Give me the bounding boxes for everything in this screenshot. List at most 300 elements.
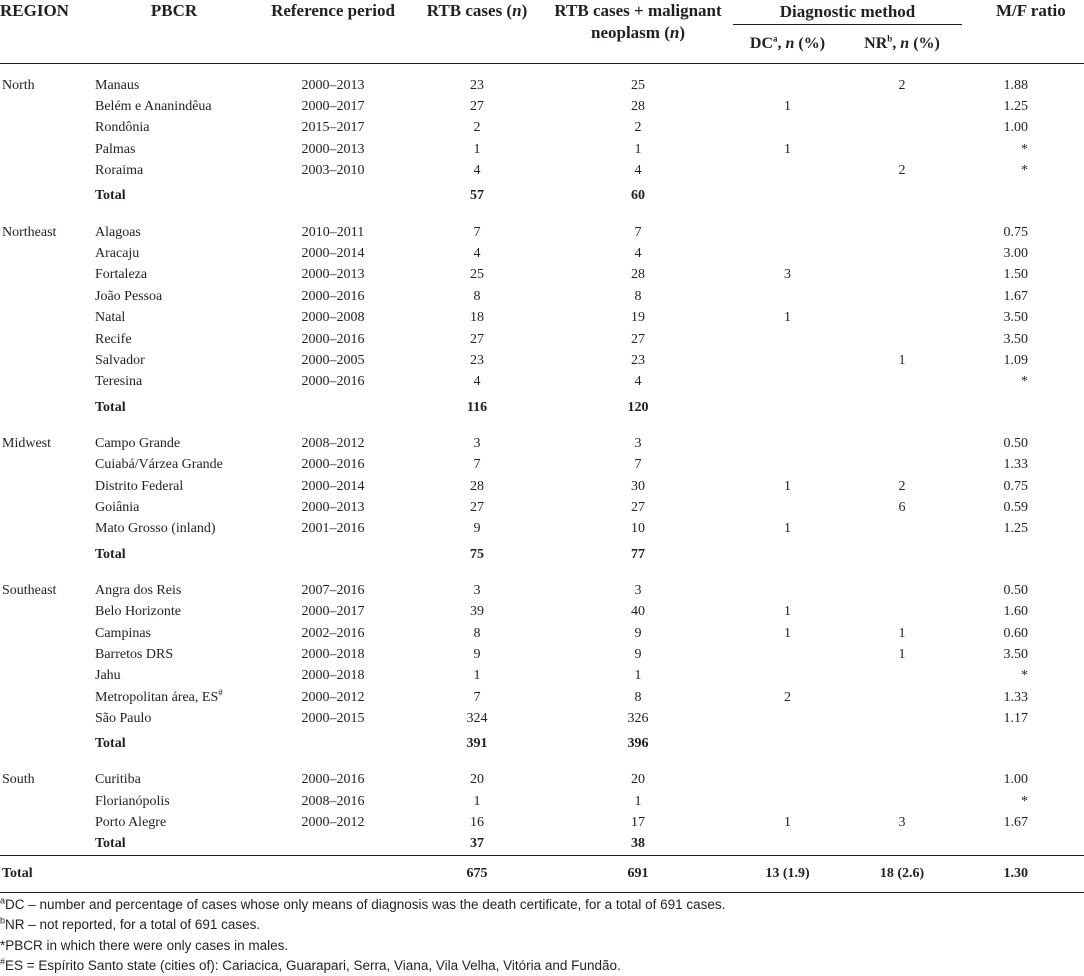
rtb-cases-cell: 9: [473, 521, 481, 537]
rtb-malignant-cell: 4: [634, 163, 642, 179]
period-cell: [255, 540, 411, 569]
dc-cell: [733, 350, 842, 371]
region-cell: [0, 730, 93, 759]
dc-cell: 1: [784, 478, 791, 494]
rtb-cases-cell: 4: [473, 374, 481, 390]
period-cell: 2008–2016: [301, 793, 365, 809]
region-cell: [0, 791, 93, 812]
region-cell: [0, 813, 93, 834]
rtb-cases-cell: 1: [473, 668, 481, 684]
nr-cell: 3: [898, 815, 906, 831]
rtb-cases-cell: 23: [470, 77, 484, 93]
table-row: [0, 813, 1084, 834]
pbcr-cell: [93, 422, 255, 454]
mf-ratio-cell: 0.50: [1003, 435, 1028, 451]
total-label: Total: [95, 546, 126, 562]
table-row: [0, 569, 1084, 601]
period-cell: [255, 834, 411, 856]
nr-cell: [842, 569, 962, 601]
nr-cell: [842, 708, 962, 729]
period-cell: 2000–2015: [301, 711, 365, 727]
dc-cell: [733, 118, 842, 139]
period-cell: 2000–2005: [301, 352, 365, 368]
nr-cell: [842, 96, 962, 117]
pbcr-cell: [93, 96, 255, 117]
pbcr-name: Natal: [95, 310, 126, 326]
pbcr-cell: [93, 497, 255, 518]
pbcr-name: Teresina: [95, 374, 143, 390]
footnote-es: #ES = Espírito Santo state (cities of): Cariacica, Guarapari, Serra, Viana, Vila Velha, Vitória and Fundão.: [0, 956, 621, 973]
region-cell: [0, 666, 93, 687]
period-cell: 2000–2016: [301, 457, 365, 473]
total-rtb-malignant: 396: [627, 736, 649, 752]
dc-cell: [733, 497, 842, 518]
region-cell: [0, 372, 93, 393]
total-rtb-malignant: 38: [631, 836, 645, 852]
pbcr-name: São Paulo: [95, 711, 152, 727]
nr-cell: [842, 182, 962, 211]
header-dc-sup: a: [773, 33, 778, 44]
region-cell: [0, 161, 93, 182]
nr-cell: [842, 118, 962, 139]
region-cell: Northeast: [2, 224, 57, 240]
pbcr-name: João Pessoa: [95, 288, 163, 304]
region-cell: [0, 265, 93, 286]
period-cell: 2007–2016: [301, 582, 365, 598]
grand-total-label: Total: [0, 855, 93, 892]
region-cell: [0, 393, 93, 422]
header-dc-label: DC: [749, 35, 774, 52]
table-row: [0, 96, 1084, 117]
dc-cell: [733, 730, 842, 759]
rtb-malignant-cell: 19: [631, 310, 645, 326]
pbcr-cell: [93, 644, 255, 665]
nr-cell: 1: [898, 352, 906, 368]
dc-cell: 1: [784, 625, 791, 641]
region-cell: South: [2, 772, 35, 788]
period-cell: 2000–2016: [301, 331, 365, 347]
mf-ratio-cell: 1.09: [1003, 352, 1028, 368]
mf-ratio-cell: 1.25: [1003, 99, 1028, 115]
pbcr-name: Mato Grosso (inland): [95, 521, 216, 537]
nr-cell: [842, 540, 962, 569]
rtb-malignant-cell: 9: [634, 646, 642, 662]
pbcr-cell: [93, 519, 255, 540]
pbcr-cell: [93, 601, 255, 622]
pbcr-cell: [93, 666, 255, 687]
region-cell: [0, 118, 93, 139]
dc-cell: [733, 791, 842, 812]
dc-cell: [733, 329, 842, 350]
period-cell: 2000–2014: [301, 246, 365, 262]
nr-cell: 2: [898, 163, 906, 179]
header-rtb-cases: RTB cases (n): [426, 1, 528, 20]
period-cell: 2000–2012: [301, 815, 365, 831]
table-header: [0, 0, 1084, 64]
period-cell: 2000–2013: [301, 267, 365, 283]
nr-cell: [842, 211, 962, 243]
region-cell: [0, 540, 93, 569]
table-row: [0, 687, 1084, 708]
dc-cell: [733, 834, 842, 856]
table-row: [0, 161, 1084, 182]
total-rtb-malignant: 77: [631, 546, 645, 562]
rtb-cases-cell: 1: [473, 141, 481, 157]
nr-cell: [842, 666, 962, 687]
table-row: [0, 139, 1084, 160]
period-cell: 2008–2012: [301, 435, 365, 451]
mf-ratio-cell: [962, 393, 1084, 422]
rtb-cases-cell: 20: [470, 772, 484, 788]
dc-cell: [733, 708, 842, 729]
pbcr-cell: [93, 791, 255, 812]
header-dc: [733, 25, 842, 64]
table-row: [0, 64, 1084, 97]
table-row: [0, 350, 1084, 371]
pbcr-name: Belém e Ananindêua: [95, 99, 212, 115]
dc-cell: [733, 422, 842, 454]
dc-cell: [733, 393, 842, 422]
dc-cell: [733, 286, 842, 307]
header-nr-rest: , n (%): [892, 35, 940, 52]
pbcr-name: Roraima: [95, 163, 144, 179]
dc-cell: 1: [784, 815, 791, 831]
pbcr-cell: [93, 855, 255, 892]
period-cell: [255, 182, 411, 211]
rtb-malignant-cell: 8: [634, 689, 642, 705]
region-cell: [0, 834, 93, 856]
table-row: [0, 118, 1084, 139]
rtb-malignant-cell: 30: [631, 478, 645, 494]
pbcr-cell: [93, 139, 255, 160]
mf-ratio-cell: 1.33: [1003, 689, 1028, 705]
table-row: [0, 329, 1084, 350]
rtb-malignant-cell: 1: [634, 668, 642, 684]
total-rtb-cases: 391: [466, 736, 488, 752]
rtb-malignant-cell: 20: [631, 772, 645, 788]
nr-cell: [842, 422, 962, 454]
footnote-star: *PBCR in which there were only cases in males.: [0, 937, 289, 953]
table-row: [0, 519, 1084, 540]
region-total-row: [0, 540, 1084, 569]
table-row: [0, 372, 1084, 393]
pbcr-cell: [93, 476, 255, 497]
grand-total-rtb-malignant: 691: [543, 855, 733, 892]
pbcr-cell: [93, 243, 255, 264]
table-row: [0, 308, 1084, 329]
pbcr-name: Manaus: [95, 77, 140, 93]
pbcr-cell: [93, 372, 255, 393]
pbcr-name: Porto Alegre: [95, 815, 167, 831]
table-row: [0, 422, 1084, 454]
period-cell: 2002–2016: [301, 625, 365, 641]
nr-cell: [842, 329, 962, 350]
pbcr-name: Campo Grande: [95, 435, 181, 451]
nr-cell: [842, 243, 962, 264]
header-nr: [842, 25, 962, 64]
rtb-cases-cell: 8: [473, 625, 481, 641]
nr-cell: 2: [898, 77, 906, 93]
dc-cell: 1: [784, 99, 791, 115]
header-rtb-malignant: [543, 0, 733, 64]
rtb-cases-cell: 27: [470, 499, 484, 515]
rtb-cases-cell: 16: [470, 815, 484, 831]
pbcr-name: Curitiba: [95, 772, 141, 788]
region-cell: Southeast: [2, 582, 57, 598]
mf-ratio-cell: 3.50: [1003, 646, 1028, 662]
region-cell: [0, 476, 93, 497]
nr-cell: [842, 139, 962, 160]
table-row: [0, 791, 1084, 812]
period-cell: [255, 730, 411, 759]
mf-ratio-cell: 1.00: [1003, 120, 1028, 136]
nr-cell: [842, 454, 962, 475]
region-cell: [0, 139, 93, 160]
region-cell: [0, 601, 93, 622]
region-total-row: [0, 393, 1084, 422]
region-cell: [0, 182, 93, 211]
total-label: Total: [95, 836, 126, 852]
mf-ratio-cell: 1.33: [1003, 457, 1028, 473]
period-cell: 2000–2013: [301, 141, 365, 157]
pbcr-name: Alagoas: [95, 224, 141, 240]
mf-ratio-cell: 3.50: [1003, 331, 1028, 347]
mf-ratio-cell: [962, 730, 1084, 759]
grand-total-nr: 18 (2.6): [842, 855, 962, 892]
rtb-malignant-cell: 1: [634, 793, 642, 809]
pbcr-name: Goiânia: [95, 499, 140, 515]
grand-total-mf-ratio: 1.30: [962, 855, 1084, 892]
region-cell: [0, 329, 93, 350]
dc-cell: [733, 666, 842, 687]
table-row: [0, 666, 1084, 687]
rtb-cases-cell: 2: [473, 120, 481, 136]
period-cell: 2000–2017: [301, 99, 365, 115]
dc-cell: 1: [784, 141, 791, 157]
rtb-cases-cell: 7: [473, 689, 481, 705]
rtb-malignant-cell: 3: [634, 582, 642, 598]
dc-cell: [733, 644, 842, 665]
pbcr-cell: [93, 350, 255, 371]
nr-cell: [842, 265, 962, 286]
dc-cell: [733, 182, 842, 211]
pbcr-name: Cuiabá/Várzea Grande: [95, 457, 223, 473]
footnotes: [0, 895, 725, 976]
rtb-cases-cell: 1: [473, 793, 481, 809]
grand-total-rtb-cases: 675: [411, 855, 543, 892]
dc-cell: [733, 372, 842, 393]
nr-cell: [842, 601, 962, 622]
rtb-malignant-cell: 25: [631, 77, 645, 93]
region-total-row: [0, 182, 1084, 211]
period-cell: 2000–2017: [301, 604, 365, 620]
dc-cell: [733, 243, 842, 264]
nr-cell: [842, 372, 962, 393]
region-cell: [0, 519, 93, 540]
pbcr-name: Angra dos Reis: [95, 582, 182, 598]
table-row: [0, 476, 1084, 497]
period-cell: 2000–2018: [301, 646, 365, 662]
rtb-malignant-cell: 7: [634, 224, 642, 240]
nr-cell: 1: [898, 625, 906, 641]
period-cell: 2000–2016: [301, 374, 365, 390]
table-row: [0, 644, 1084, 665]
rtb-malignant-cell: 28: [631, 99, 645, 115]
mf-ratio-cell: *: [1021, 141, 1028, 157]
region-cell: [0, 687, 93, 708]
rtb-cases-cell: 9: [473, 646, 481, 662]
mf-ratio-cell: *: [1021, 374, 1028, 390]
header-rtb-malignant-line1: RTB cases + malignant: [554, 1, 722, 20]
mf-ratio-cell: 3.00: [1003, 246, 1028, 262]
nr-cell: [842, 791, 962, 812]
total-rtb-cases: 37: [470, 836, 484, 852]
rtb-cases-cell: 3: [473, 582, 481, 598]
dc-cell: 1: [784, 521, 791, 537]
mf-ratio-cell: *: [1021, 163, 1028, 179]
table-row: [0, 708, 1084, 729]
pbcr-name: Fortaleza: [95, 267, 148, 283]
nr-cell: 2: [898, 478, 906, 494]
total-label: Total: [95, 188, 126, 204]
header-dc-rest: , n (%): [777, 35, 826, 52]
mf-ratio-cell: *: [1021, 793, 1028, 809]
rtb-cases-cell: 7: [473, 224, 481, 240]
rtb-cases-cell: 4: [473, 246, 481, 262]
region-cell: [0, 644, 93, 665]
region-total-row: [0, 834, 1084, 856]
region-cell: [0, 708, 93, 729]
mf-ratio-cell: 1.67: [1003, 288, 1028, 304]
rtb-cases-cell: 23: [470, 352, 484, 368]
pbcr-cell: [93, 569, 255, 601]
table-row: [0, 454, 1084, 475]
dc-cell: [733, 540, 842, 569]
pbcr-cell: [93, 454, 255, 475]
period-cell: 2000–2008: [301, 310, 365, 326]
pbcr-cell: [93, 623, 255, 644]
grand-total-dc: 13 (1.9): [733, 855, 842, 892]
period-cell: 2000–2013: [301, 499, 365, 515]
pbcr-name: Campinas: [95, 625, 151, 641]
nr-cell: [842, 730, 962, 759]
rtb-malignant-cell: 8: [634, 288, 642, 304]
mf-ratio-cell: 0.75: [1003, 478, 1028, 494]
rtb-cases-cell: 27: [470, 331, 484, 347]
period-cell: 2000–2016: [301, 288, 365, 304]
header-nr-sup: b: [887, 33, 893, 44]
rtb-malignant-cell: 4: [634, 246, 642, 262]
total-rtb-cases: 57: [470, 188, 484, 204]
mf-ratio-cell: 1.25: [1003, 521, 1028, 537]
pbcr-cell: [93, 64, 255, 97]
mf-ratio-cell: 1.17: [1003, 711, 1028, 727]
dc-cell: [733, 569, 842, 601]
period-cell: 2000–2014: [301, 478, 365, 494]
mf-ratio-cell: 3.50: [1003, 310, 1028, 326]
rtb-malignant-cell: 7: [634, 457, 642, 473]
mf-ratio-cell: 0.75: [1003, 224, 1028, 240]
rtb-malignant-cell: 3: [634, 435, 642, 451]
dc-cell: [733, 64, 842, 97]
region-cell: [0, 454, 93, 475]
nr-cell: [842, 834, 962, 856]
pbcr-name: Jahu: [95, 668, 121, 684]
region-cell: Midwest: [2, 435, 51, 451]
total-rtb-cases: 75: [470, 546, 484, 562]
period-cell: 2000–2018: [301, 668, 365, 684]
pbcr-footnote-mark: #: [218, 687, 223, 698]
rtb-cases-cell: 18: [470, 310, 484, 326]
pbcr-name: Distrito Federal: [95, 478, 184, 494]
rtb-cases-cell: 25: [470, 267, 484, 283]
pbcr-name: Barretos DRS: [95, 646, 174, 662]
pbcr-cell: [93, 286, 255, 307]
mf-ratio-cell: 1.88: [1003, 77, 1028, 93]
region-cell: [0, 623, 93, 644]
table-row: [0, 286, 1084, 307]
rtb-cases-cell: 8: [473, 288, 481, 304]
header-region: REGION: [0, 1, 69, 20]
table-row: [0, 759, 1084, 791]
pbcr-cell: [93, 308, 255, 329]
region-cell: [0, 497, 93, 518]
dc-cell: 1: [784, 604, 791, 620]
dc-cell: 2: [784, 689, 791, 705]
mf-ratio-cell: 0.50: [1003, 582, 1028, 598]
pbcr-name: Recife: [95, 331, 132, 347]
region-total-row: [0, 730, 1084, 759]
mf-ratio-cell: [962, 540, 1084, 569]
table-row: [0, 211, 1084, 243]
nr-cell: 1: [898, 646, 906, 662]
pbcr-name: Rondônia: [95, 120, 150, 136]
mf-ratio-cell: 1.60: [1003, 604, 1028, 620]
nr-cell: [842, 308, 962, 329]
pbcr-cell: [93, 118, 255, 139]
mf-ratio-cell: 1.67: [1003, 815, 1028, 831]
rtb-cases-cell: 324: [466, 711, 488, 727]
header-diagnostic-method: Diagnostic method: [733, 0, 962, 25]
rtb-malignant-cell: 23: [631, 352, 645, 368]
pbcr-cell: [93, 708, 255, 729]
rtb-cases-cell: 39: [470, 604, 484, 620]
region-cell: North: [2, 77, 35, 93]
nr-cell: 6: [898, 499, 906, 515]
period-cell: 2000–2013: [301, 77, 365, 93]
header-rtb-malignant-line2: neoplasm (n): [590, 23, 685, 42]
pbcr-name: Salvador: [95, 352, 145, 368]
pbcr-cell: [93, 687, 255, 708]
table-body: [0, 64, 1084, 893]
total-rtb-cases: 116: [466, 399, 488, 415]
total-label: Total: [95, 399, 126, 415]
rtb-cases-cell: 28: [470, 478, 484, 494]
pbcr-name: Florianópolis: [95, 793, 170, 809]
total-rtb-malignant: 120: [627, 399, 649, 415]
rtb-malignant-cell: 1: [634, 141, 642, 157]
period-cell: 2010–2011: [301, 224, 365, 240]
pbcr-name: Palmas: [95, 141, 136, 157]
nr-cell: [842, 393, 962, 422]
period-cell: 2000–2012: [301, 689, 365, 705]
rtb-malignant-cell: 27: [631, 331, 645, 347]
region-cell: [0, 308, 93, 329]
pbcr-cell: [93, 161, 255, 182]
rtb-malignant-cell: 9: [634, 625, 642, 641]
rtb-malignant-cell: 28: [631, 267, 645, 283]
table-row: [0, 243, 1084, 264]
